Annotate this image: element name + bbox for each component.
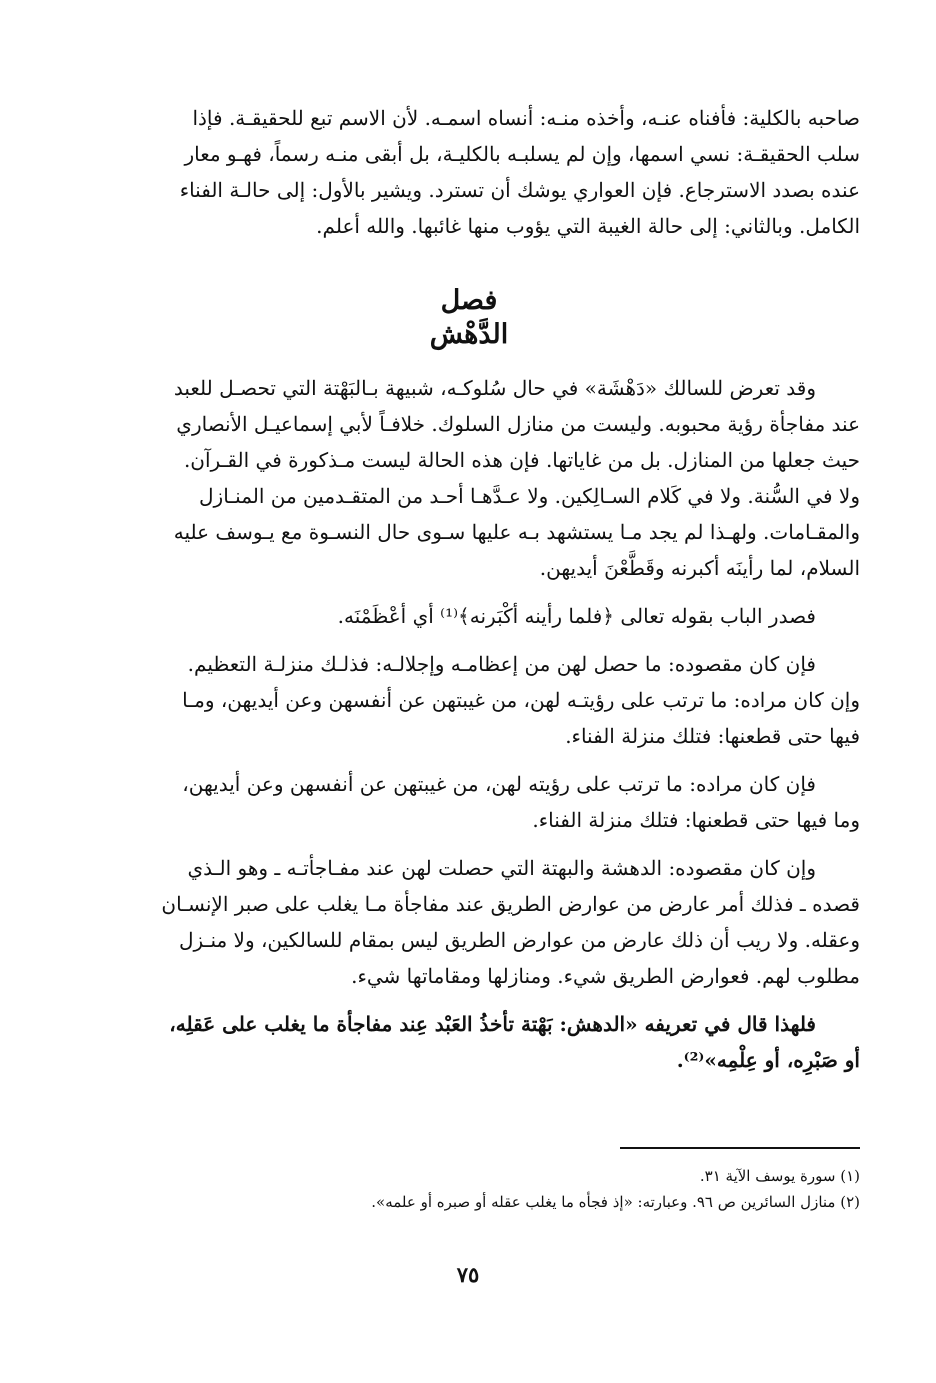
text-line: وعقله. ولا ريب أن ذلك عارض من عوارض الطريق ليس بمقام للسالكين، ولا منـزل bbox=[179, 928, 860, 952]
section-heading bbox=[78, 284, 860, 352]
footnote-1: (١) سورة يوسف الآية ٣١. bbox=[699, 1167, 860, 1185]
text-line: فصدر الباب بقوله تعالى ﴿فلما رأينه أكْبَرنه﴾⁽¹⁾ أي أعْظَمْنَه. bbox=[337, 604, 816, 628]
text-line: وما فيها حتى قطعنها: فتلك منزلة الفناء. bbox=[532, 808, 860, 832]
text-line: الكامل. وبالثاني: إلى حالة الغيبة التي يؤوب منها غائبها. والله أعلم. bbox=[316, 214, 860, 238]
text-line: مطلوب لهم. فعوارض الطريق شيء. ومنازلها ومقاماتها شيء. bbox=[351, 964, 860, 988]
text-line: وإن كان مقصوده: الدهشة والبهتة التي حصلت لهن عند مفـاجأتـه ـ وهو الـذي bbox=[187, 856, 816, 880]
paragraph-5 bbox=[78, 850, 860, 994]
text-line: والمقـامات. ولهـذا لم يجد مـا يستشهد بـه عليها سـوى حال النسـوة مع يـوسف عليه bbox=[173, 520, 860, 544]
paragraph-6 bbox=[78, 1006, 860, 1078]
text-line: صاحبه بالكلية: فأفناه عنـه، وأخذه منـه: أنساه اسمـه. لأن الاسم تبع للحقيقـة. فإذا bbox=[192, 106, 860, 130]
text-line: قصده ـ فذلك أمر عارض من عوارض الطريق عند مفاجأة مـا يغلب على صبر الإنسـان bbox=[161, 892, 860, 916]
text-line: فلهذا قال في تعريفه «الدهش: بَهْتة تأخذُ العَبْد عِند مفاجأة ما يغلب على عَقلِه، bbox=[169, 1012, 816, 1036]
text-line: فإن كان مقصوده: ما حصل لهن من إعظامـه وإجلالـه: فذلـك منزلـة التعظيم. bbox=[187, 652, 816, 676]
text-line: فإن كان مراده: ما ترتب على رؤيته لهن، من غيبتهن عن أنفسهن وعن أيديهن، bbox=[182, 772, 816, 796]
paragraph-2 bbox=[78, 598, 860, 634]
text-line: عنده بصدد الاسترجاع. فإن العواري يوشك أن تسترد. ويشير بالأول: إلى حالـة الفناء bbox=[179, 178, 860, 202]
paragraph-4 bbox=[78, 766, 860, 838]
text-line: ولا في السُّنة. ولا في كَلام السـالِكين. ولا عـدَّهـا أحـد من المتقـدمين من المنـازل bbox=[199, 484, 860, 508]
section-title: فصل bbox=[440, 285, 498, 316]
paragraph-3 bbox=[78, 646, 860, 754]
text-line: عند مفاجأة رؤية محبوبه. وليست من منازل السلوك. خلافـاً لأبي إسماعيـل الأنصاري bbox=[176, 412, 860, 436]
text-line: حيث جعلها من المنازل. بل من غاياتها. فإن هذه الحالة ليست مـذكورة في القـرآن. bbox=[183, 448, 860, 472]
text-line: فيها حتى قطعنها: فتلك منزلة الفناء. bbox=[565, 724, 860, 748]
text-line: وقد تعرض للسالك «دَهْشَة» في حال سُلوكـه، شبيهة بـالبَهْتة التي تحصـل للعبد bbox=[173, 376, 816, 400]
paragraph-intro bbox=[78, 100, 860, 244]
text-line: السلام، لما رأينَه أكبرنه وقَطَّعْنَ أيديهن. bbox=[539, 556, 860, 580]
footnote-2: (٢) منازل السائرين ص ٩٦. وعبارته: «إذ فجأه ما يغلب عقله أو صبره أو علمه». bbox=[371, 1193, 860, 1211]
footnote-divider bbox=[620, 1147, 860, 1149]
paragraph-1 bbox=[78, 370, 860, 586]
page-number: ٧٥ bbox=[456, 1262, 480, 1287]
section-subtitle: الدَّهْش bbox=[429, 319, 509, 350]
footnotes bbox=[78, 1147, 860, 1215]
text-line: سلب الحقيقـة: نسي اسمها، وإن لم يسلبـه بالكليـة، بل أبقى منـه رسماً، فهـو معار bbox=[184, 142, 860, 166]
text-line: وإن كان مراده: ما ترتب على رؤيتـه لهن، من غيبتهن عن أنفسهن وعن أيديهن، ومـا bbox=[182, 688, 860, 712]
text-line: أو صَبْرِه، أو عِلْمِه»⁽²⁾. bbox=[676, 1048, 860, 1072]
